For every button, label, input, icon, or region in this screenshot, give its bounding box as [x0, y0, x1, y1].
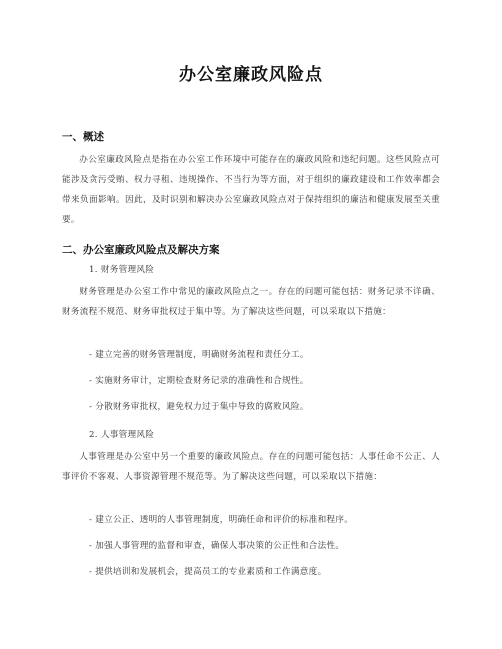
subsection1-paragraph: 财务管理是办公室工作中常见的廉政风险点之一。存在的问题可能包括：财务记录不详确、财务流程不规范、财务审批权过于集中等。为了解决这些问题，可以采取以下措施：: [62, 287, 440, 317]
document-title: 办公室廉政风险点: [179, 65, 323, 85]
subsection1-item-2: - 实施财务审计，定期检查财务记录的准确性和合规性。: [89, 376, 309, 386]
section1-heading: 一、概述: [62, 131, 104, 143]
subsection1-item-3: - 分散财务审批权，避免权力过于集中导致的腐败风险。: [89, 402, 309, 412]
subsection1-item-1: - 建立完善的财务管理制度，明确财务流程和责任分工。: [89, 350, 309, 360]
subsection2-item-2: - 加强人事管理的监督和审查，确保人事决策的公正性和合法性。: [89, 541, 345, 551]
section1-paragraph: 办公室廉政风险点是指在办公室工作环境中可能存在的廉政风险和违纪问题。这些风险点可能涉及贪污受贿、权力寻租、违规操作、不当行为等方面，对于组织的廉政建设和工作效率都会带来负面影响。因此，及时识别和解决办公室廉政风险点对于保持组织的廉洁和健康发展至关重要。: [62, 155, 440, 225]
subsection2-paragraph: 人事管理是办公室中另一个重要的廉政风险点。存在的问题可能包括：人事任命不公正、人事评价不客观、人事资源管理不规范等。为了解决这些问题，可以采取以下措施：: [62, 452, 440, 482]
subsection1-title: 1. 财务管理风险: [89, 265, 155, 275]
section2-heading: 二、办公室廉政风险点及解决方案: [62, 244, 220, 256]
subsection2-item-3: - 提供培训和发展机会，提高员工的专业素质和工作满意度。: [89, 567, 327, 577]
subsection2-title: 2. 人事管理风险: [89, 430, 155, 440]
subsection2-item-1: - 建立公正、透明的人事管理制度，明确任命和评价的标准和程序。: [89, 515, 354, 525]
